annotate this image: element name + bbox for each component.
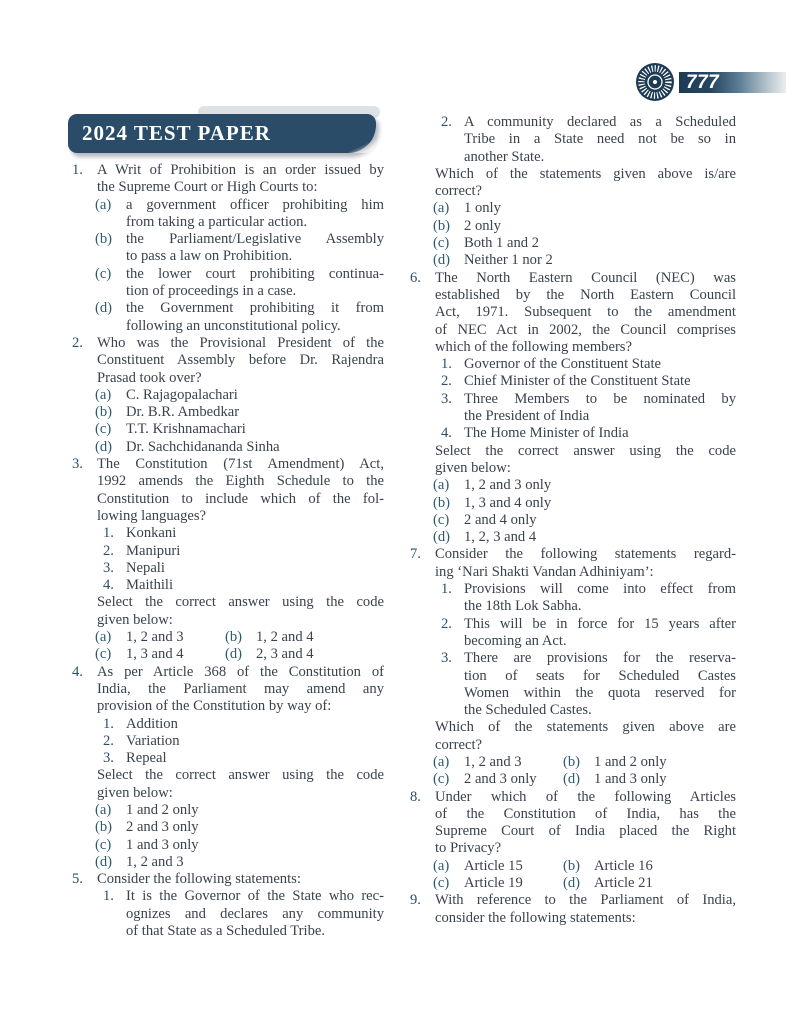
text-line: given below:: [435, 459, 511, 476]
text-line: Constitution to include which of the fol-: [97, 490, 384, 507]
text-line: becoming an Act.: [464, 632, 567, 649]
option-letter: (a): [95, 629, 112, 646]
option-pair: [563, 771, 667, 788]
text-line: Dr. B.R. Ambedkar: [126, 404, 240, 421]
text-line: Maithili: [126, 577, 174, 594]
options-two-col: [72, 646, 384, 663]
text-line: Repeal: [126, 750, 167, 767]
option-letter: (c): [95, 836, 112, 853]
option-letter: (d): [433, 529, 451, 546]
option-letter: (c): [433, 771, 450, 788]
statement-number: 3.: [103, 559, 114, 576]
statement-number: 1.: [103, 715, 114, 732]
banner-title: 2024 TEST PAPER: [82, 121, 271, 145]
option-letter: (b): [95, 404, 113, 421]
text-line: 1, 2, 3 and 4: [464, 529, 537, 546]
text-line: another State.: [464, 148, 545, 165]
question-block: [410, 892, 736, 927]
option-letter: (c): [433, 875, 450, 892]
text-line: Manipuri: [126, 542, 181, 559]
text-line: Constituent Assembly before Dr. Rajendra: [97, 352, 384, 369]
instruction-text: [410, 166, 736, 201]
text-line: Governor of the Constituent State: [464, 356, 661, 373]
option-letter: (a): [433, 753, 450, 770]
text-line: following an unconstitutional policy.: [126, 317, 341, 334]
option-text: Article 19: [464, 875, 523, 892]
text-line: the Parliament/Legislative Assembly: [126, 231, 384, 248]
option-letter: (c): [433, 511, 450, 528]
question-block: [72, 664, 384, 716]
statement-item: [72, 716, 384, 733]
statement-item: [72, 560, 384, 577]
question-number: 3.: [72, 456, 83, 473]
option-letter: (b): [563, 857, 581, 874]
option-row: [410, 200, 736, 217]
text-line: This will be in force for 15 years after: [464, 615, 736, 632]
text-line: consider the following statements:: [435, 909, 636, 926]
statement-number: 1.: [441, 356, 452, 373]
text-line: 1 and 3 only: [126, 836, 199, 853]
option-letter: (b): [433, 494, 451, 511]
option-row: [410, 495, 736, 512]
text-line: 2 only: [464, 217, 501, 234]
statement-number: 1.: [441, 581, 452, 598]
text-line: Which of the statements given above are: [435, 719, 736, 736]
option-pair: [225, 646, 314, 663]
text-line: a government officer prohibiting him: [126, 196, 384, 213]
header-title: UPSC Questions on Indian Polity (General Studies—Preliminary 2013–2025): [122, 75, 626, 90]
option-row: [410, 512, 736, 529]
instruction-text: [410, 443, 736, 478]
option-row: [72, 266, 384, 301]
text-line: Women within the quota reserved for: [464, 684, 736, 701]
option-letter: (d): [433, 252, 451, 269]
statement-number: 1.: [103, 525, 114, 542]
text-line: tion of seats for Scheduled Castes: [464, 667, 736, 684]
statement-number: 1.: [103, 888, 114, 905]
option-text: Article 15: [464, 857, 523, 874]
statement-item: [410, 581, 736, 616]
option-row: [72, 802, 384, 819]
text-line: Select the correct answer using the code: [97, 767, 384, 784]
text-line: the Supreme Court or High Courts to:: [97, 179, 318, 196]
option-letter: (a): [433, 857, 450, 874]
text-line: Provisions will come into effect from: [464, 581, 736, 598]
text-line: the Government prohibiting it from: [126, 300, 384, 317]
text-line: correct?: [435, 736, 482, 753]
statement-item: [72, 525, 384, 542]
statement-number: 3.: [103, 750, 114, 767]
option-pair: [563, 754, 667, 771]
text-line: the 18th Lok Sabha.: [464, 598, 582, 615]
option-letter: (b): [433, 217, 451, 234]
option-row: [410, 235, 736, 252]
text-line: Neither 1 nor 2: [464, 252, 553, 269]
option-row: [72, 854, 384, 871]
text-line: which of the following members?: [435, 338, 632, 355]
question-block: [72, 871, 384, 888]
option-pair: [95, 629, 225, 646]
option-letter: (b): [95, 231, 113, 248]
statement-item: [410, 650, 736, 719]
option-row: [410, 477, 736, 494]
question-number: 9.: [410, 892, 421, 909]
option-row: [72, 300, 384, 335]
statement-number: 3.: [441, 650, 452, 667]
statement-number: 2.: [103, 732, 114, 749]
question-number: 2.: [72, 334, 83, 351]
text-line: India, the Parliament may amend any: [97, 680, 384, 697]
text-line: Supreme Court of India placed the Right: [435, 823, 736, 840]
option-pair: [433, 771, 563, 788]
question-block: [72, 335, 384, 387]
page-number-strip: [679, 72, 786, 93]
text-line: ing ‘Nari Shakti Vandan Adhiniyam’:: [435, 563, 654, 580]
statement-item: [72, 888, 384, 940]
text-line: ognizes and declares any community: [126, 905, 384, 922]
text-line: of that State as a Scheduled Tribe.: [126, 923, 326, 940]
text-line: Consider the following statements regard-: [435, 546, 736, 563]
statement-item: [72, 750, 384, 767]
option-letter: (d): [95, 853, 113, 870]
left-column: [72, 162, 384, 940]
option-row: [72, 231, 384, 266]
option-letter: (a): [95, 196, 112, 213]
instruction-text: [72, 594, 384, 629]
text-line: Who was the Provisional President of the: [97, 334, 384, 351]
statement-number: 2.: [441, 615, 452, 632]
statement-number: 4.: [103, 577, 114, 594]
statement-item: [72, 543, 384, 560]
statement-number: 3.: [441, 390, 452, 407]
question-block: [72, 456, 384, 525]
text-line: 2 and 3 only: [126, 819, 199, 836]
statement-item: [72, 577, 384, 594]
text-line: the lower court prohibiting continua-: [126, 265, 384, 282]
option-text: 2 and 3 only: [464, 771, 537, 788]
text-line: established by the North Eastern Council: [435, 286, 736, 303]
statement-number: 2.: [441, 373, 452, 390]
question-number: 6.: [410, 269, 421, 286]
right-column: [410, 114, 736, 927]
text-line: Dr. Sachchidananda Sinha: [126, 438, 280, 455]
option-letter: (b): [563, 753, 581, 770]
option-pair: [225, 629, 314, 646]
text-line: 2 and 4 only: [464, 511, 537, 528]
option-text: 1, 2 and 3: [464, 753, 522, 770]
text-line: from taking a particular action.: [126, 213, 308, 230]
statement-item: [410, 356, 736, 373]
option-letter: (a): [95, 386, 112, 403]
text-line: given below:: [97, 784, 173, 801]
text-line: T.T. Krishnamachari: [126, 421, 246, 438]
question-number: 8.: [410, 788, 421, 805]
option-row: [72, 421, 384, 438]
option-row: [72, 439, 384, 456]
text-line: 1, 2 and 3: [126, 853, 184, 870]
text-line: Select the correct answer using the code: [97, 594, 384, 611]
statement-item: [410, 373, 736, 390]
question-number: 5.: [72, 871, 83, 888]
question-number: 4.: [72, 663, 83, 680]
text-line: Both 1 and 2: [464, 235, 539, 252]
option-row: [410, 252, 736, 269]
option-row: [410, 218, 736, 235]
option-pair: [433, 754, 563, 771]
question-number: 1.: [72, 162, 83, 178]
option-letter: (a): [95, 801, 112, 818]
option-letter: (c): [95, 646, 112, 663]
option-letter: (b): [225, 629, 243, 646]
page-number: 777: [686, 71, 720, 93]
text-line: Prasad took over?: [97, 369, 202, 386]
option-pair: [95, 646, 225, 663]
option-letter: (d): [563, 771, 581, 788]
statement-item: [410, 391, 736, 426]
text-line: Select the correct answer using the code: [435, 442, 736, 459]
text-line: C. Rajagopalachari: [126, 386, 238, 403]
text-line: to Privacy?: [435, 840, 502, 857]
instruction-text: [72, 767, 384, 802]
option-row: [72, 387, 384, 404]
text-line: of the Constitution of India, has the: [435, 805, 736, 822]
statement-item: [72, 733, 384, 750]
statement-number: 2.: [103, 542, 114, 559]
option-text: 1 and 2 only: [594, 753, 667, 770]
option-row: [72, 404, 384, 421]
text-line: tion of proceedings in a case.: [126, 283, 297, 300]
option-text: Article 21: [594, 875, 653, 892]
option-letter: (d): [563, 875, 581, 892]
text-line: A community declared as a Scheduled: [464, 114, 736, 130]
statement-item: [410, 114, 736, 166]
option-row: [410, 529, 736, 546]
text-line: The Home Minister of India: [464, 425, 629, 442]
header-bar: [75, 72, 633, 93]
text-line: It is the Governor of the State who rec-: [126, 888, 384, 905]
option-letter: (c): [95, 265, 112, 282]
text-line: Three Members to be nominated by: [464, 390, 736, 407]
option-row: [72, 837, 384, 854]
options-two-col: [410, 754, 736, 771]
text-line: With reference to the Parliament of India,: [435, 892, 736, 909]
options-two-col: [72, 629, 384, 646]
options-two-col: [410, 771, 736, 788]
text-line: Chief Minister of the Constituent State: [464, 373, 691, 390]
text-line: There are provisions for the reserva-: [464, 650, 736, 667]
text-line: Variation: [126, 732, 180, 749]
text-line: to pass a law on Prohibition.: [126, 248, 293, 265]
text-line: 1 only: [464, 200, 501, 217]
option-text: Article 16: [594, 857, 653, 874]
text-line: 1992 amends the Eighth Schedule to the: [97, 473, 384, 490]
text-line: Under which of the following Articles: [435, 788, 736, 805]
text-line: given below:: [97, 611, 173, 628]
text-line: As per Article 368 of the Constitution of: [97, 663, 384, 680]
option-letter: (d): [95, 438, 113, 455]
option-text: 1, 2 and 3: [126, 629, 184, 646]
text-line: The Constitution (71st Amendment) Act,: [97, 456, 384, 473]
text-line: Addition: [126, 715, 178, 732]
question-block: [410, 270, 736, 356]
text-line: 1 and 2 only: [126, 801, 199, 818]
option-pair: [433, 875, 563, 892]
text-line: the Scheduled Castes.: [464, 702, 592, 719]
options-two-col: [410, 875, 736, 892]
question-block: [410, 546, 736, 581]
option-row: [72, 819, 384, 836]
statement-number: 4.: [441, 425, 452, 442]
text-line: Tribe in a State need not be so in: [464, 131, 736, 148]
text-line: Act, 1971. Subsequent to the amendment: [435, 304, 736, 321]
option-letter: (a): [433, 200, 450, 217]
text-line: The North Eastern Council (NEC) was: [435, 269, 736, 286]
option-pair: [433, 858, 563, 875]
option-text: 1, 3 and 4: [126, 646, 184, 663]
text-line: of NEC Act in 2002, the Council comprises: [435, 321, 736, 338]
option-pair: [563, 875, 653, 892]
option-letter: (d): [95, 300, 113, 317]
option-row: [72, 197, 384, 232]
option-letter: (b): [95, 819, 113, 836]
instruction-text: [410, 719, 736, 754]
option-letter: (c): [95, 421, 112, 438]
option-letter: (c): [433, 235, 450, 252]
option-text: 1 and 3 only: [594, 771, 667, 788]
test-paper-banner: [68, 114, 376, 153]
text-line: 1, 3 and 4 only: [464, 494, 552, 511]
text-line: provision of the Constitution by way of:: [97, 698, 332, 715]
option-text: 2, 3 and 4: [256, 646, 314, 663]
question-block: [410, 789, 736, 858]
text-line: 1, 2 and 3 only: [464, 477, 552, 494]
text-line: Nepali: [126, 559, 165, 576]
text-line: A Writ of Prohibition is an order issued by: [97, 162, 384, 178]
statement-item: [410, 616, 736, 651]
question-block: [72, 162, 384, 197]
option-letter: (d): [225, 646, 243, 663]
statement-item: [410, 425, 736, 442]
statement-number: 2.: [441, 114, 452, 130]
options-two-col: [410, 858, 736, 875]
text-line: lowing languages?: [97, 507, 207, 524]
option-text: 1, 2 and 4: [256, 629, 314, 646]
ashoka-chakra-icon: [633, 60, 677, 104]
text-line: Which of the statements given above is/are: [435, 165, 736, 182]
option-letter: (a): [433, 477, 450, 494]
text-line: Konkani: [126, 525, 177, 542]
text-line: correct?: [435, 183, 482, 200]
text-line: Consider the following statements:: [97, 871, 301, 888]
option-pair: [563, 858, 653, 875]
text-line: the President of India: [464, 408, 590, 425]
question-number: 7.: [410, 546, 421, 563]
